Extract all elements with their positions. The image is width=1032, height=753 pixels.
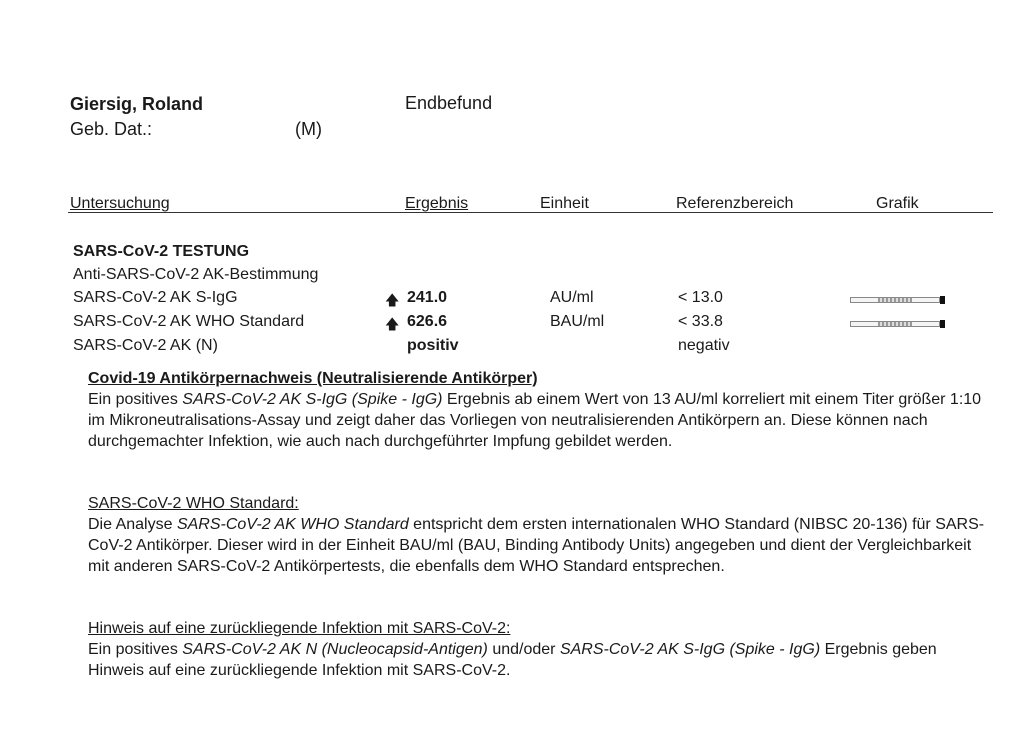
result-reference: negativ bbox=[678, 337, 730, 354]
high-flag-icon: 🡅 bbox=[385, 292, 400, 308]
column-header-result: Ergebnis bbox=[405, 195, 469, 212]
note-body: Ein positives SARS-CoV-2 AK N (Nucleocapsid-Antigen) und/oder SARS-CoV-2 AK S-IgG (Spike - IgG) Ergebnis geben Hinweis auf eine zurückliegende Infektion mit SARS-CoV-2. bbox=[88, 641, 937, 679]
result-row-who-standard bbox=[0, 313, 1032, 335]
column-header-reference: Referenzbereich bbox=[676, 195, 794, 212]
result-name: SARS-CoV-2 AK WHO Standard bbox=[73, 313, 305, 330]
high-flag-icon: 🡅 bbox=[385, 316, 400, 332]
header-divider bbox=[68, 212, 993, 213]
result-row-s-igg bbox=[0, 289, 1032, 311]
report-status: Endbefund bbox=[405, 93, 493, 113]
result-name: SARS-CoV-2 AK S-IgG bbox=[73, 289, 238, 306]
note-neutralizing bbox=[88, 368, 988, 452]
result-reference: < 33.8 bbox=[678, 313, 723, 330]
note-heading: Covid-19 Antikörpernachweis (Neutralisierende Antikörper) bbox=[88, 370, 538, 387]
note-prior-infection bbox=[88, 618, 988, 681]
result-graphic bbox=[850, 296, 946, 304]
note-who-standard bbox=[88, 493, 988, 577]
result-value: positiv bbox=[407, 337, 459, 354]
note-heading: Hinweis auf eine zurückliegende Infektion mit SARS-CoV-2: bbox=[88, 620, 511, 637]
dob-label: Geb. Dat.: bbox=[70, 119, 153, 139]
result-name: SARS-CoV-2 AK (N) bbox=[73, 337, 218, 354]
result-row-n bbox=[0, 337, 1032, 359]
result-value: 241.0 bbox=[407, 289, 448, 306]
result-unit: AU/ml bbox=[550, 289, 594, 306]
note-body: Die Analyse SARS-CoV-2 AK WHO Standard entspricht dem ersten internationalen WHO Standard (NIBSC 20-136) für SARS-CoV-2 Antikörper. Dieser wird in der Einheit BAU/ml (BAU, Binding Antibody Units) angegeben und dient der Vergleichbarkeit mit anderen SARS-CoV-2 Antikörpertests, die ebenfalls dem WHO Standard entsprechen. bbox=[88, 516, 985, 575]
column-header-test: Untersuchung bbox=[70, 195, 170, 212]
section-subtitle: Anti-SARS-CoV-2 AK-Bestimmung bbox=[73, 266, 319, 283]
note-heading: SARS-CoV-2 WHO Standard: bbox=[88, 495, 299, 512]
column-header-unit: Einheit bbox=[540, 195, 589, 212]
column-header-graphic: Grafik bbox=[876, 195, 919, 212]
result-reference: < 13.0 bbox=[678, 289, 723, 306]
patient-name: Giersig, Roland bbox=[70, 94, 204, 114]
patient-sex: (M) bbox=[295, 119, 322, 139]
result-value: 626.6 bbox=[407, 313, 448, 330]
note-body: Ein positives SARS-CoV-2 AK S-IgG (Spike - IgG) Ergebnis ab einem Wert von 13 AU/ml korreliert mit einem Titer größer 1:10 im Mikroneutralisations-Assay und zeigt daher das Vorliegen von neutralisierenden Antikörpern an. Diese können nach durchgemachter Infektion, wie auch nach durchgeführter Impfung gebildet werden. bbox=[88, 391, 982, 450]
result-graphic bbox=[850, 320, 946, 328]
result-unit: BAU/ml bbox=[550, 313, 605, 330]
section-title: SARS-CoV-2 TESTUNG bbox=[73, 243, 250, 260]
